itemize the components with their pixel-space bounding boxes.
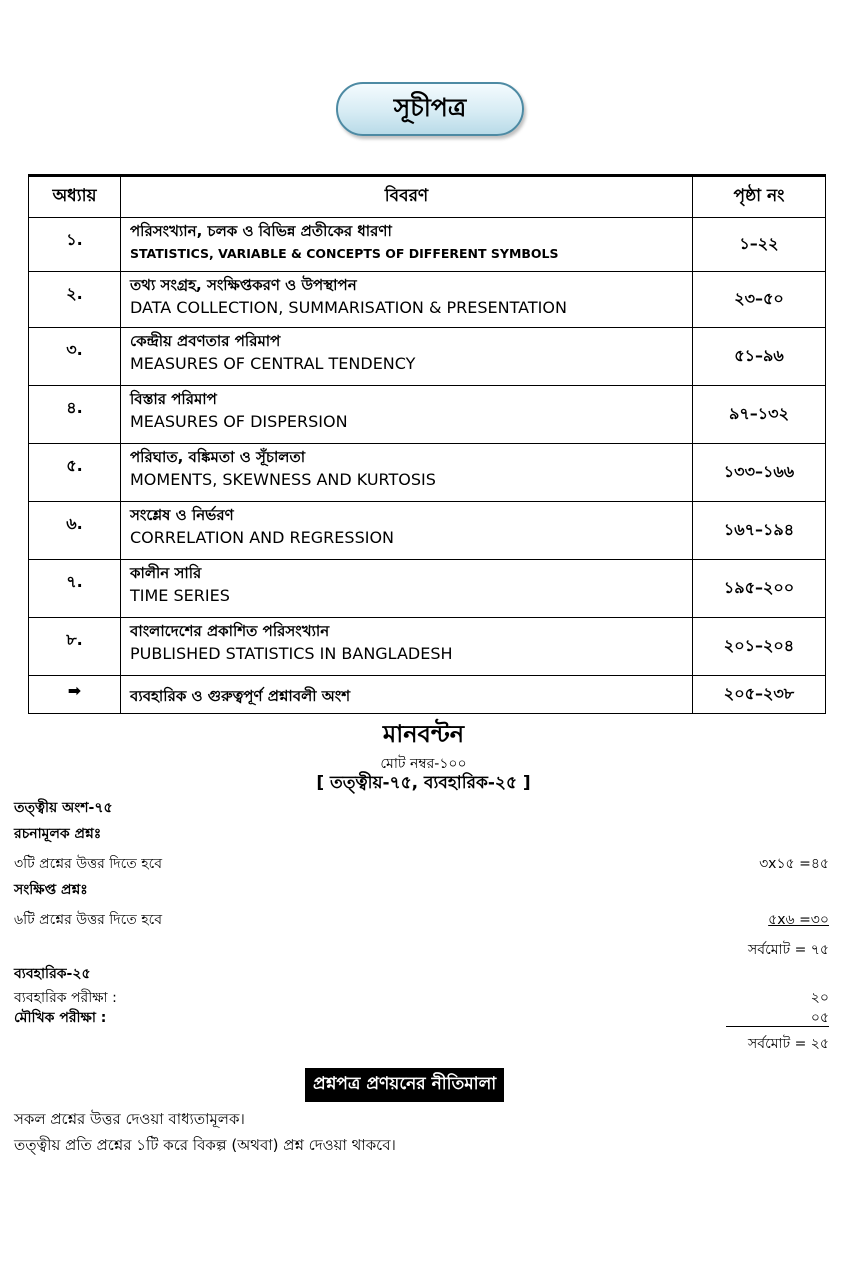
table-row	[29, 560, 826, 618]
chapter-description	[121, 560, 693, 618]
table-row	[29, 328, 826, 386]
practical-exam-marks: ২০	[810, 990, 829, 1006]
marks-split: [ তত্ত্বীয়-৭৫, ব্যবহারিক-২৫ ]	[316, 773, 531, 793]
practical-exam-label: ব্যবহারিক পরীক্ষা :	[14, 990, 117, 1006]
page-range: ১৬৭–১৯৪	[693, 502, 826, 560]
chapter-title-bn: পরিসংখ্যান, চলক ও বিভিন্ন প্রতীকের ধারণা	[130, 222, 392, 240]
chapter-description	[121, 272, 693, 328]
chapter-title-en: PUBLISHED STATISTICS IN BANGLADESH	[130, 644, 453, 663]
table-row	[29, 618, 826, 676]
chapter-number: ৪.	[29, 386, 121, 444]
chapter-title-en: MOMENTS, SKEWNESS AND KURTOSIS	[130, 470, 436, 489]
chapter-title-en: TIME SERIES	[130, 586, 230, 605]
creative-instruction: ৩টি প্রশ্নের উত্তর দিতে হবে	[14, 856, 163, 872]
chapter-title-bn: সংশ্লেষ ও নির্ভরণ	[130, 506, 234, 524]
chapter-description	[121, 386, 693, 444]
table-row	[29, 218, 826, 272]
chapter-description	[121, 444, 693, 502]
header-description: বিবরণ	[121, 176, 693, 218]
chapter-title-bn: কালীন সারি	[130, 564, 202, 582]
chapter-number: ৬.	[29, 502, 121, 560]
chapter-title-bn: পরিঘাত, বঙ্কিমতা ও সূঁচালতা	[130, 448, 306, 466]
table-row	[29, 676, 826, 714]
page-range: ১৯৫–২০০	[693, 560, 826, 618]
page-title: সূচীপত্র	[336, 82, 524, 136]
chapter-number: ৮.	[29, 618, 121, 676]
theory-total: সর্বমোট = ৭৫	[748, 942, 829, 958]
contents-table	[28, 174, 826, 714]
creative-calculation: ৩x১৫ =৪৫	[759, 856, 829, 872]
page-range: ৯৭–১৩২	[693, 386, 826, 444]
chapter-title-bn: বিস্তার পরিমাপ	[130, 390, 217, 408]
chapter-description	[121, 676, 693, 714]
page-range: ১৩৩–১৬৬	[693, 444, 826, 502]
page-range: ৫১–৯৬	[693, 328, 826, 386]
chapter-description	[121, 618, 693, 676]
chapter-title-en: DATA COLLECTION, SUMMARISATION & PRESENTATION	[130, 298, 567, 317]
short-instruction: ৬টি প্রশ্নের উত্তর দিতে হবে	[14, 912, 163, 928]
header-page: পৃষ্ঠা নং	[693, 176, 826, 218]
viva-marks: ০৫	[810, 1010, 829, 1026]
header-chapter: অধ্যায়	[29, 176, 121, 218]
page-range: ২৩–৫০	[693, 272, 826, 328]
chapter-number: ৩.	[29, 328, 121, 386]
chapter-title-en: MEASURES OF CENTRAL TENDENCY	[130, 354, 416, 373]
page-range: ২০৫–২৩৮	[693, 676, 826, 714]
short-calculation: ৫x৬ =৩০	[768, 912, 829, 928]
policy-heading: প্রশ্নপত্র প্রণয়নের নীতিমালা	[305, 1068, 504, 1102]
chapter-title-en: CORRELATION AND REGRESSION	[130, 528, 394, 547]
page-range: ২০১–২০৪	[693, 618, 826, 676]
policy-line: তত্ত্বীয় প্রতি প্রশ্নের ১টি করে বিকল্প (অথবা) প্রশ্ন দেওয়া থাকবে।	[14, 1136, 396, 1154]
arrow-right-icon: ➡	[29, 676, 121, 714]
chapter-title-bn: ব্যবহারিক ও গুরুত্বপূর্ণ প্রশ্নাবলী অংশ	[130, 686, 351, 705]
total-marks: মোট নম্বর-১০০	[380, 756, 467, 772]
chapter-number: ২.	[29, 272, 121, 328]
chapter-number: ১.	[29, 218, 121, 272]
chapter-title-bn: বাংলাদেশের প্রকাশিত পরিসংখ্যান	[130, 622, 330, 640]
table-row	[29, 386, 826, 444]
table-row	[29, 444, 826, 502]
chapter-number: ৭.	[29, 560, 121, 618]
chapter-description	[121, 218, 693, 272]
page-range: ১–২২	[693, 218, 826, 272]
chapter-description	[121, 328, 693, 386]
chapter-number: ৫.	[29, 444, 121, 502]
table-header-row	[29, 176, 826, 218]
table-row	[29, 272, 826, 328]
table-row	[29, 502, 826, 560]
chapter-title-bn: তথ্য সংগ্রহ, সংক্ষিপ্তকরণ ও উপস্থাপন	[130, 276, 357, 294]
chapter-title-en: MEASURES OF DISPERSION	[130, 412, 348, 431]
practical-heading: ব্যবহারিক-২৫	[14, 966, 91, 982]
chapter-description	[121, 502, 693, 560]
practical-total: সর্বমোট = ২৫	[748, 1036, 829, 1052]
policy-line: সকল প্রশ্নের উত্তর দেওয়া বাধ্যতামূলক।	[14, 1110, 245, 1128]
creative-heading: রচনামূলক প্রশ্নঃ	[14, 826, 102, 842]
theory-heading: তত্ত্বীয় অংশ-৭৫	[14, 800, 113, 816]
total-divider	[726, 1026, 829, 1027]
chapter-title-bn: কেন্দ্রীয় প্রবণতার পরিমাপ	[130, 332, 281, 350]
short-heading: সংক্ষিপ্ত প্রশ্নঃ	[14, 882, 88, 898]
marks-distribution-title: মানবন্টন	[382, 720, 465, 748]
viva-label: মৌখিক পরীক্ষা :	[14, 1010, 107, 1026]
chapter-title-en: STATISTICS, VARIABLE & CONCEPTS OF DIFFERENT SYMBOLS	[130, 246, 559, 261]
